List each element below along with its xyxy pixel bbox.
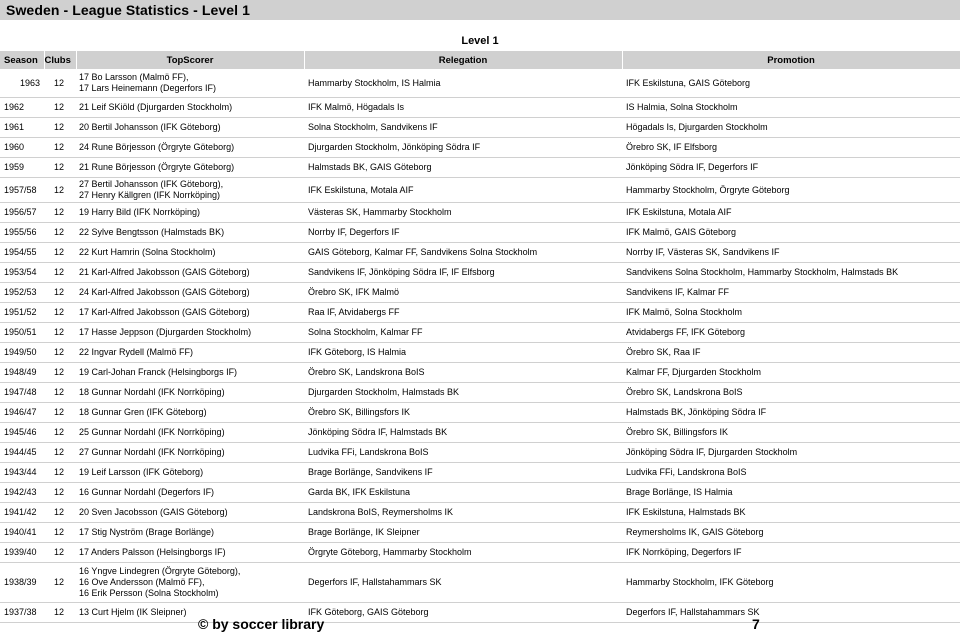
topscorer-cell [76,178,304,203]
topscorer-cell [76,343,304,363]
clubs-cell: 12 [44,483,76,503]
clubs-cell: 12 [44,138,76,158]
promotion-cell: IFK Eskilstuna, Motala AIF [622,203,960,223]
level-heading: Level 1 [461,35,499,47]
topscorer-line: 19 Harry Bild (IFK Norrköping) [79,207,201,217]
season-cell: 1950/51 [0,323,44,343]
table-row [0,138,960,158]
season-cell: 1961 [0,118,44,138]
topscorer-cell [76,463,304,483]
topscorer-cell [76,69,304,98]
column-header-clubs: Clubs [44,51,76,69]
page-title: Sweden - League Statistics - Level 1 [6,2,251,18]
clubs-cell: 12 [44,323,76,343]
table-row [0,383,960,403]
table-row [0,483,960,503]
promotion-cell: IFK Eskilstuna, Halmstads BK [622,503,960,523]
promotion-cell: Sandvikens Solna Stockholm, Hammarby Stockholm, Halmstads BK [622,263,960,283]
relegation-cell: Örebro SK, Landskrona BoIS [304,363,622,383]
topscorer-line: 16 Ove Andersson (Malmö FF), [79,577,205,587]
topscorer-line: 17 Bo Larsson (Malmö FF), [79,72,189,82]
clubs-cell: 12 [44,423,76,443]
table-row [0,563,960,603]
promotion-cell: Örebro SK, Raa IF [622,343,960,363]
relegation-cell: IFK Göteborg, GAIS Göteborg [304,603,622,623]
clubs-cell: 12 [44,443,76,463]
table-row [0,118,960,138]
table-row [0,178,960,203]
topscorer-cell [76,98,304,118]
season-cell: 1954/55 [0,243,44,263]
relegation-cell: IFK Göteborg, IS Halmia [304,343,622,363]
relegation-cell: IFK Eskilstuna, Motala AIF [304,178,622,203]
column-header-topscorer: TopScorer [76,51,304,69]
topscorer-line: 17 Lars Heinemann (Degerfors IF) [79,83,217,93]
topscorer-line: 17 Hasse Jeppson (Djurgarden Stockholm) [79,327,252,337]
season-cell: 1962 [0,98,44,118]
promotion-cell: Jönköping Södra IF, Djurgarden Stockholm [622,443,960,463]
topscorer-cell [76,263,304,283]
topscorer-line: 17 Karl-Alfred Jakobsson (GAIS Göteborg) [79,307,250,317]
table-row [0,543,960,563]
table-row [0,523,960,543]
table-row [0,263,960,283]
topscorer-cell [76,283,304,303]
promotion-cell: Norrby IF, Västeras SK, Sandvikens IF [622,243,960,263]
promotion-cell: Brage Borlänge, IS Halmia [622,483,960,503]
topscorer-line: 22 Sylve Bengtsson (Halmstads BK) [79,227,225,237]
topscorer-cell [76,443,304,463]
topscorer-line: 22 Kurt Hamrin (Solna Stockholm) [79,247,216,257]
topscorer-line: 16 Gunnar Nordahl (Degerfors IF) [79,487,215,497]
clubs-cell: 12 [44,343,76,363]
clubs-cell: 12 [44,263,76,283]
topscorer-line: 25 Gunnar Nordahl (IFK Norrköping) [79,427,225,437]
topscorer-line: 27 Gunnar Nordahl (IFK Norrköping) [79,447,225,457]
topscorer-line: 13 Curt Hjelm (IK Sleipner) [79,607,187,617]
relegation-cell: Garda BK, IFK Eskilstuna [304,483,622,503]
clubs-cell: 12 [44,118,76,138]
table-row [0,403,960,423]
promotion-cell: Högadals Is, Djurgarden Stockholm [622,118,960,138]
relegation-cell: Sandvikens IF, Jönköping Södra IF, IF Elfsborg [304,263,622,283]
promotion-cell: Kalmar FF, Djurgarden Stockholm [622,363,960,383]
clubs-cell: 12 [44,158,76,178]
topscorer-line: 21 Rune Börjesson (Örgryte Göteborg) [79,162,235,172]
relegation-cell: Solna Stockholm, Kalmar FF [304,323,622,343]
relegation-cell: Landskrona BoIS, Reymersholms IK [304,503,622,523]
topscorer-cell [76,158,304,178]
topscorer-cell [76,138,304,158]
season-cell: 1941/42 [0,503,44,523]
table-row [0,69,960,98]
topscorer-cell [76,483,304,503]
relegation-cell: Hammarby Stockholm, IS Halmia [304,69,622,98]
relegation-cell: Brage Borlänge, Sandvikens IF [304,463,622,483]
promotion-cell: Hammarby Stockholm, Örgryte Göteborg [622,178,960,203]
relegation-cell: Örebro SK, Billingsfors IK [304,403,622,423]
topscorer-cell [76,223,304,243]
topscorer-line: 24 Rune Börjesson (Örgryte Göteborg) [79,142,235,152]
season-cell: 1963 [0,69,44,98]
topscorer-cell [76,563,304,603]
relegation-cell: Raa IF, Atvidabergs FF [304,303,622,323]
topscorer-cell [76,363,304,383]
promotion-cell: Örebro SK, IF Elfsborg [622,138,960,158]
season-cell: 1943/44 [0,463,44,483]
relegation-cell: Djurgarden Stockholm, Jönköping Södra IF [304,138,622,158]
topscorer-cell [76,303,304,323]
promotion-cell: Örebro SK, Billingsfors IK [622,423,960,443]
relegation-cell: Jönköping Södra IF, Halmstads BK [304,423,622,443]
clubs-cell: 12 [44,463,76,483]
season-cell: 1952/53 [0,283,44,303]
relegation-cell: Norrby IF, Degerfors IF [304,223,622,243]
clubs-cell: 12 [44,383,76,403]
topscorer-line: 27 Bertil Johansson (IFK Göteborg), [79,179,224,189]
clubs-cell: 12 [44,363,76,383]
table-row [0,323,960,343]
topscorer-cell [76,323,304,343]
promotion-cell: IFK Malmö, GAIS Göteborg [622,223,960,243]
league-table [0,51,960,623]
clubs-cell: 12 [44,523,76,543]
promotion-cell: IFK Malmö, Solna Stockholm [622,303,960,323]
relegation-cell: Solna Stockholm, Sandvikens IF [304,118,622,138]
season-cell: 1939/40 [0,543,44,563]
topscorer-cell [76,243,304,263]
relegation-cell: Ludvika FFi, Landskrona BoIS [304,443,622,463]
page-number: 7 [752,616,760,632]
season-cell: 1948/49 [0,363,44,383]
clubs-cell: 12 [44,403,76,423]
season-cell: 1937/38 [0,603,44,623]
topscorer-cell [76,523,304,543]
title-bar [0,0,960,20]
season-cell: 1945/46 [0,423,44,443]
relegation-cell: Västeras SK, Hammarby Stockholm [304,203,622,223]
topscorer-cell [76,543,304,563]
clubs-cell: 12 [44,243,76,263]
promotion-cell: Jönköping Södra IF, Degerfors IF [622,158,960,178]
season-cell: 1947/48 [0,383,44,403]
season-cell: 1957/58 [0,178,44,203]
relegation-cell: Degerfors IF, Hallstahammars SK [304,563,622,603]
promotion-cell: IFK Norrköping, Degerfors IF [622,543,960,563]
footer [0,615,960,635]
season-cell: 1959 [0,158,44,178]
topscorer-line: 22 Ingvar Rydell (Malmö FF) [79,347,194,357]
table-row [0,463,960,483]
topscorer-line: 17 Anders Palsson (Helsingborgs IF) [79,547,226,557]
clubs-cell: 12 [44,223,76,243]
promotion-cell: Atvidabergs FF, IFK Göteborg [622,323,960,343]
topscorer-line: 16 Erik Persson (Solna Stockholm) [79,588,219,598]
topscorer-line: 20 Sven Jacobsson (GAIS Göteborg) [79,507,228,517]
topscorer-cell [76,403,304,423]
table-row [0,98,960,118]
promotion-cell: IFK Eskilstuna, GAIS Göteborg [622,69,960,98]
relegation-cell: Djurgarden Stockholm, Halmstads BK [304,383,622,403]
clubs-cell: 12 [44,543,76,563]
relegation-cell: Örebro SK, IFK Malmö [304,283,622,303]
clubs-cell: 12 [44,283,76,303]
relegation-cell: IFK Malmö, Högadals Is [304,98,622,118]
clubs-cell: 12 [44,98,76,118]
promotion-cell: Reymersholms IK, GAIS Göteborg [622,523,960,543]
clubs-cell: 12 [44,563,76,603]
promotion-cell: Degerfors IF, Hallstahammars SK [622,603,960,623]
relegation-cell: GAIS Göteborg, Kalmar FF, Sandvikens Solna Stockholm [304,243,622,263]
season-cell: 1946/47 [0,403,44,423]
season-cell: 1955/56 [0,223,44,243]
promotion-cell: IS Halmia, Solna Stockholm [622,98,960,118]
season-cell: 1942/43 [0,483,44,503]
relegation-cell: Örgryte Göteborg, Hammarby Stockholm [304,543,622,563]
column-header-promotion: Promotion [622,51,960,69]
topscorer-line: 17 Stig Nyström (Brage Borlänge) [79,527,215,537]
promotion-cell: Örebro SK, Landskrona BoIS [622,383,960,403]
season-cell: 1944/45 [0,443,44,463]
season-cell: 1960 [0,138,44,158]
relegation-cell: Brage Borlänge, IK Sleipner [304,523,622,543]
table-row [0,343,960,363]
season-cell: 1953/54 [0,263,44,283]
table-row [0,363,960,383]
table-row [0,223,960,243]
topscorer-line: 19 Carl-Johan Franck (Helsingborgs IF) [79,367,238,377]
table-row [0,303,960,323]
clubs-cell: 12 [44,203,76,223]
clubs-cell: 12 [44,178,76,203]
topscorer-line: 19 Leif Larsson (IFK Göteborg) [79,467,204,477]
topscorer-line: 16 Yngve Lindegren (Örgryte Göteborg), [79,566,241,576]
table-row [0,503,960,523]
clubs-cell: 12 [44,603,76,623]
topscorer-line: 18 Gunnar Gren (IFK Göteborg) [79,407,207,417]
season-cell: 1938/39 [0,563,44,603]
topscorer-line: 21 Karl-Alfred Jakobsson (GAIS Göteborg) [79,267,250,277]
promotion-cell: Ludvika FFi, Landskrona BoIS [622,463,960,483]
topscorer-line: 20 Bertil Johansson (IFK Göteborg) [79,122,221,132]
season-cell: 1949/50 [0,343,44,363]
promotion-cell: Hammarby Stockholm, IFK Göteborg [622,563,960,603]
topscorer-line: 18 Gunnar Nordahl (IFK Norrköping) [79,387,225,397]
table-row [0,243,960,263]
topscorer-cell [76,383,304,403]
table-header-row [0,51,960,69]
table-row [0,158,960,178]
topscorer-cell [76,203,304,223]
topscorer-line: 27 Henry Källgren (IFK Norrköping) [79,190,221,200]
topscorer-cell [76,423,304,443]
topscorer-cell [76,503,304,523]
topscorer-line: 24 Karl-Alfred Jakobsson (GAIS Göteborg) [79,287,250,297]
season-cell: 1956/57 [0,203,44,223]
table-row [0,203,960,223]
clubs-cell: 12 [44,303,76,323]
clubs-cell: 12 [44,503,76,523]
season-cell: 1951/52 [0,303,44,323]
column-header-season: Season [0,51,44,69]
table-row [0,443,960,463]
clubs-cell: 12 [44,69,76,98]
promotion-cell: Sandvikens IF, Kalmar FF [622,283,960,303]
table-row [0,283,960,303]
promotion-cell: Halmstads BK, Jönköping Södra IF [622,403,960,423]
table-row [0,423,960,443]
relegation-cell: Halmstads BK, GAIS Göteborg [304,158,622,178]
season-cell: 1940/41 [0,523,44,543]
column-header-relegation: Relegation [304,51,622,69]
topscorer-cell [76,118,304,138]
topscorer-line: 21 Leif SKiöld (Djurgarden Stockholm) [79,102,233,112]
footer-credit: © by soccer library [198,616,325,632]
